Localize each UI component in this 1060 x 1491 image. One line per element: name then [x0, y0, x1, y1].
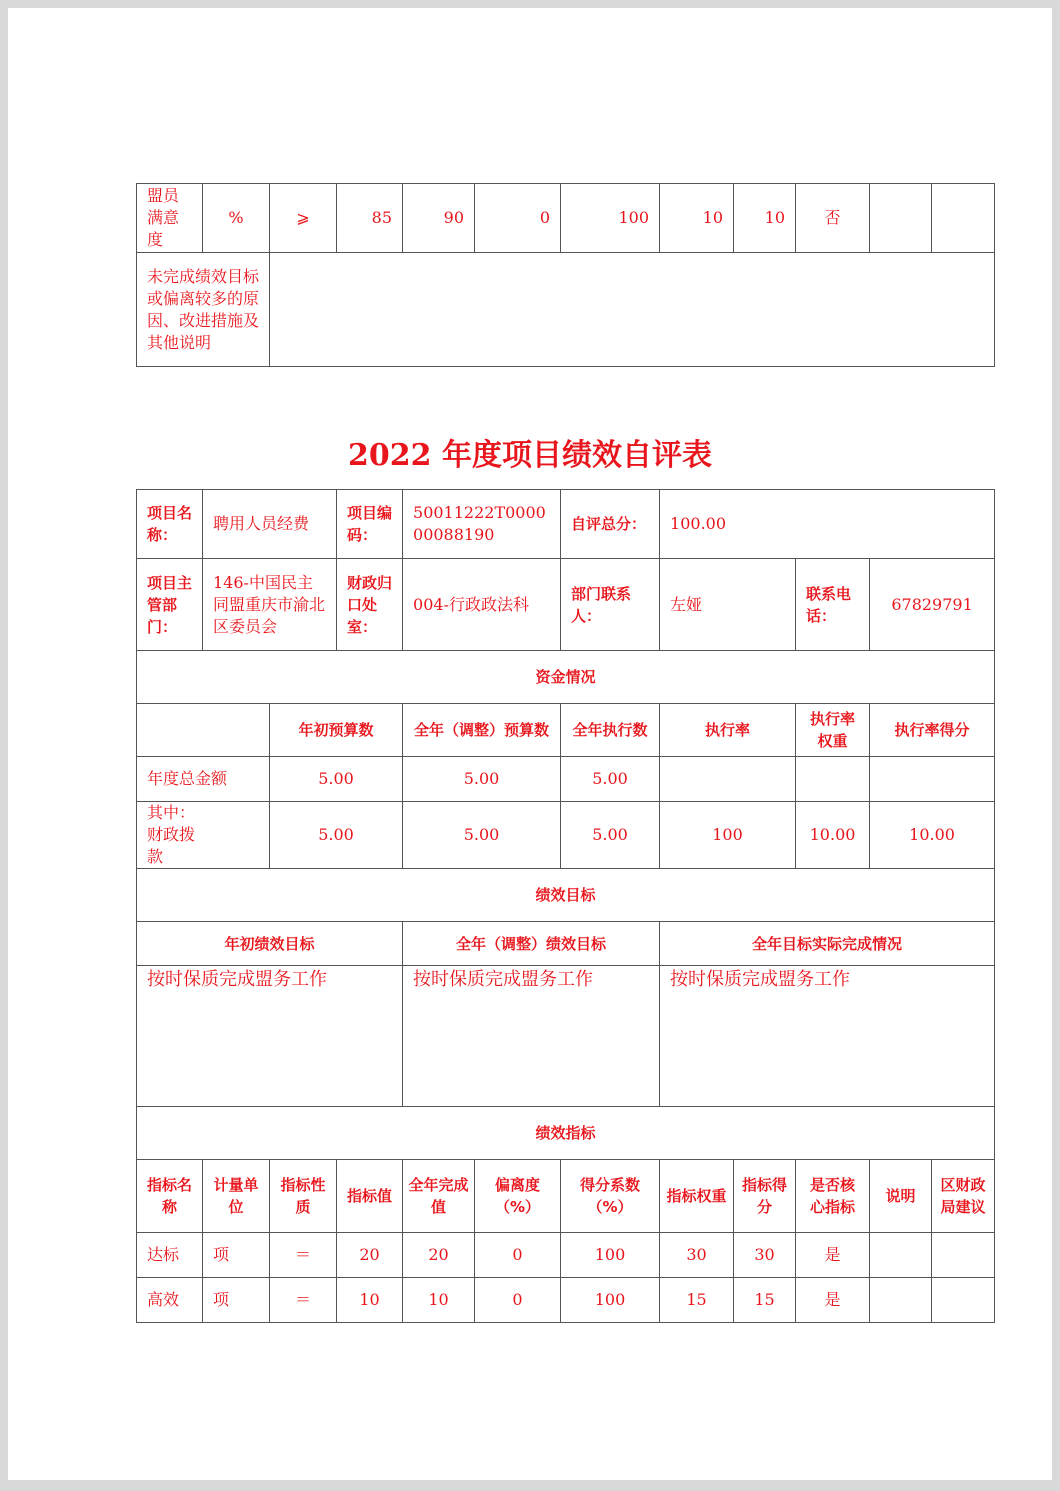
indicator-cell: 15: [734, 1278, 796, 1323]
funds-cell: 5.00: [403, 757, 561, 802]
funds-header: 全年执行数: [561, 704, 660, 757]
indicator-deviation: 0: [475, 184, 561, 253]
funds-header: 年初预算数: [270, 704, 403, 757]
finance-value: 004-行政政法科: [403, 559, 561, 651]
indicator-header: 指标得分: [734, 1160, 796, 1233]
reason-value: [270, 253, 995, 367]
indicator-cell: 15: [660, 1278, 734, 1323]
table-row: [137, 757, 995, 802]
indicator-target: 85: [337, 184, 403, 253]
indicator-header: 得分系数（%）: [561, 1160, 660, 1233]
score-label: 自评总分：: [561, 490, 660, 559]
indicator-cell: 10: [337, 1278, 403, 1323]
funds-cell: [660, 757, 796, 802]
reason-label: 未完成绩效目标或偏离较多的原因、改进措施及其他说明: [137, 253, 270, 367]
indicator-cell: 10: [403, 1278, 475, 1323]
funds-cell: 5.00: [561, 757, 660, 802]
indicator-weight: 10: [660, 184, 734, 253]
funds-header: 全年（调整）预算数: [403, 704, 561, 757]
goals-header: 年初绩效目标: [137, 922, 403, 966]
table-row: [137, 966, 995, 1107]
indicator-actual: 90: [403, 184, 475, 253]
funds-header-blank: [137, 704, 270, 757]
indicator-cell: 是: [796, 1278, 870, 1323]
indicator-name: 盟员满意度: [137, 184, 203, 253]
table-row: [137, 922, 995, 966]
table-row: [137, 1233, 995, 1278]
total-score: 100.00: [660, 490, 995, 559]
indicator-header: 指标名称: [137, 1160, 203, 1233]
project-code: 50011222T000000088190: [403, 490, 561, 559]
table-row: [137, 869, 995, 922]
goals-section-title: 绩效目标: [137, 869, 995, 922]
funds-cell: 10.00: [796, 802, 870, 869]
table-row: [137, 704, 995, 757]
indicator-header: 说明: [870, 1160, 932, 1233]
funds-header: 执行率: [660, 704, 796, 757]
funds-header: 执行率权重: [796, 704, 870, 757]
indicator-cell: 0: [475, 1278, 561, 1323]
funds-cell: [870, 757, 995, 802]
table-row: [137, 1107, 995, 1160]
indicator-cell: 100: [561, 1278, 660, 1323]
phone-label: 联系电话：: [796, 559, 870, 651]
indicator-coef: 100: [561, 184, 660, 253]
indicator-cell: 高效: [137, 1278, 203, 1323]
indicator-core: 否: [796, 184, 870, 253]
funds-cell: 5.00: [561, 802, 660, 869]
finance-label: 财政归口处室：: [337, 559, 403, 651]
funds-row-label: 其中：财政拨款: [137, 802, 270, 869]
indicators-section-title: 绩效指标: [137, 1107, 995, 1160]
indicator-cell: 30: [660, 1233, 734, 1278]
funds-row-label: 年度总金额: [137, 757, 270, 802]
indicator-cell: [870, 1278, 932, 1323]
funds-cell: 10.00: [870, 802, 995, 869]
funds-cell: 5.00: [270, 757, 403, 802]
indicator-header: 是否核心指标: [796, 1160, 870, 1233]
indicator-cell: 20: [403, 1233, 475, 1278]
indicator-cell: 项: [203, 1233, 270, 1278]
document-page: [8, 8, 1052, 1480]
indicator-header: 指标值: [337, 1160, 403, 1233]
indicator-cell: 达标: [137, 1233, 203, 1278]
dept-value: 146-中国民主同盟重庆市渝北区委员会: [203, 559, 337, 651]
contact-value: 左娅: [660, 559, 796, 651]
page-title: 2022 年度项目绩效自评表: [348, 438, 712, 473]
indicator-advice: [932, 184, 995, 253]
contact-label: 部门联系人：: [561, 559, 660, 651]
indicator-header: 偏离度（%）: [475, 1160, 561, 1233]
goal-adjusted: 按时保质完成盟务工作: [403, 966, 660, 1107]
phone-value: 67829791: [870, 559, 995, 651]
funds-section-title: 资金情况: [137, 651, 995, 704]
funds-cell: 100: [660, 802, 796, 869]
indicator-cell: [932, 1278, 995, 1323]
table-row: [137, 802, 995, 869]
table-row: [137, 651, 995, 704]
indicator-nature: ⩾: [270, 184, 337, 253]
goals-header: 全年（调整）绩效目标: [403, 922, 660, 966]
table-row: [137, 559, 995, 651]
table-row: [137, 490, 995, 559]
project-code-label: 项目编码：: [337, 490, 403, 559]
dept-label: 项目主管部门：: [137, 559, 203, 651]
goals-header: 全年目标实际完成情况: [660, 922, 995, 966]
indicator-cell: [870, 1233, 932, 1278]
indicator-cell: ＝: [270, 1278, 337, 1323]
goal-actual: 按时保质完成盟务工作: [660, 966, 995, 1107]
indicator-cell: 20: [337, 1233, 403, 1278]
indicator-header: 全年完成值: [403, 1160, 475, 1233]
indicator-header: 区财政局建议: [932, 1160, 995, 1233]
indicator-cell: 100: [561, 1233, 660, 1278]
funds-cell: 5.00: [270, 802, 403, 869]
indicator-header: 指标性质: [270, 1160, 337, 1233]
self-evaluation-table: [136, 489, 995, 1323]
continued-indicator-table: [136, 183, 995, 367]
project-name: 聘用人员经费: [203, 490, 337, 559]
table-row: [137, 1160, 995, 1233]
table-row: [137, 184, 995, 253]
indicator-cell: 30: [734, 1233, 796, 1278]
indicator-header: 指标权重: [660, 1160, 734, 1233]
table-row: [137, 1278, 995, 1323]
table-row: [137, 253, 995, 367]
funds-cell: 5.00: [403, 802, 561, 869]
indicator-note: [870, 184, 932, 253]
indicator-header: 计量单位: [203, 1160, 270, 1233]
goal-initial: 按时保质完成盟务工作: [137, 966, 403, 1107]
indicator-cell: ＝: [270, 1233, 337, 1278]
project-name-label: 项目名称：: [137, 490, 203, 559]
indicator-cell: 0: [475, 1233, 561, 1278]
indicator-cell: 项: [203, 1278, 270, 1323]
funds-header: 执行率得分: [870, 704, 995, 757]
indicator-score: 10: [734, 184, 796, 253]
indicator-cell: [932, 1233, 995, 1278]
funds-cell: [796, 757, 870, 802]
indicator-cell: 是: [796, 1233, 870, 1278]
indicator-unit: %: [203, 184, 270, 253]
